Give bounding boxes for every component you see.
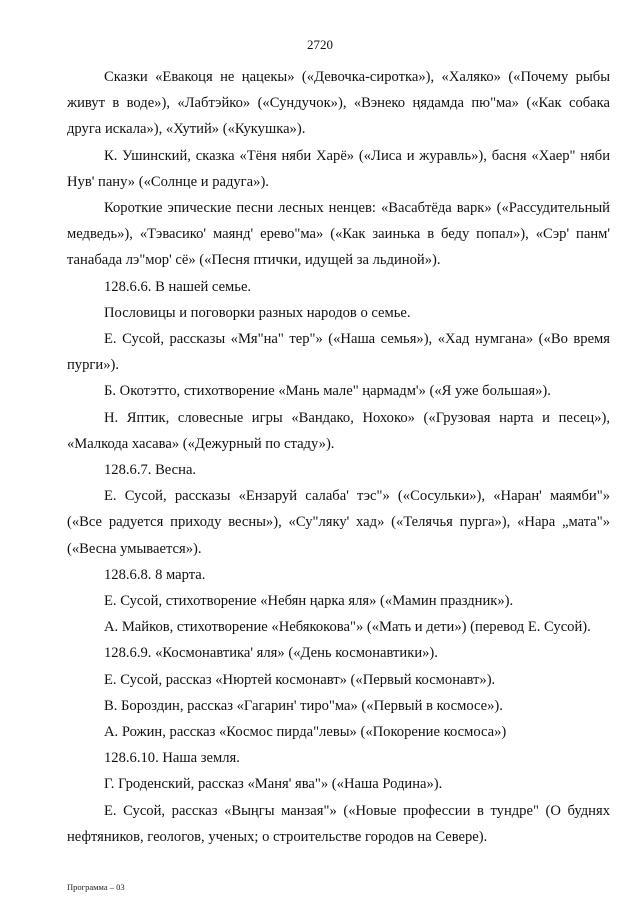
paragraph-proverbs: Пословицы и поговорки разных народов о семье. bbox=[104, 304, 411, 321]
paragraph-susoy-professions: Е. Сусой, рассказ «Выңгы манзая"» («Новые профессии в тундре" (О буднях нефтяников, геологов, ученых; о строительстве городов на Севере). bbox=[67, 802, 610, 845]
paragraph-susoy-mother: Е. Сусой, стихотворение «Небян ңарка яля» («Мамин праздник»). bbox=[104, 593, 514, 610]
section-heading-family: 128.6.6. В нашей семье. bbox=[104, 278, 252, 295]
paragraph-yaptik: Н. Яптик, словесные игры «Вандако, Нохоко» («Грузовая нарта и песец»), «Малкода хасава» («Дежурный по стаду»). bbox=[67, 409, 610, 452]
document-body bbox=[67, 64, 610, 850]
footer-program-label: Программа – 03 bbox=[67, 882, 125, 892]
section-heading-march8: 128.6.8. 8 марта. bbox=[104, 566, 206, 583]
paragraph-susoy-family: Е. Сусой, рассказы «Мя"на" тер"» («Наша семья»), «Хад нумгана» («Во время пурги»). bbox=[67, 331, 610, 374]
paragraph-susoy-spring: Е. Сусой, рассказы «Ензаруй салаба' тэс"» («Сосульки»), «Наран' маямби"» («Все радуется приходу весны»), «Су"ляку' хад» («Телячья пурга»), «Нара „мата"» («Весна умывается»). bbox=[67, 488, 610, 557]
paragraph-okotetto: Б. Окотэтто, стихотворение «Мань мале" ңармадм'» («Я уже большая»). bbox=[104, 383, 551, 400]
paragraph-rozhin: А. Рожин, рассказ «Космос пирда"левы» («Покорение космоса») bbox=[104, 724, 507, 741]
page-number: 2720 bbox=[307, 37, 333, 52]
section-heading-spring: 128.6.7. Весна. bbox=[104, 462, 197, 479]
section-heading-land: 128.6.10. Наша земля. bbox=[104, 750, 240, 767]
paragraph-susoy-cosmonaut: Е. Сусой, рассказ «Нюртей космонавт» («Первый космонавт»). bbox=[104, 671, 496, 688]
paragraph-tales: Сказки «Евакоця не ңацекы» («Девочка-сиротка»), «Халяко» («Почему рыбы живут в воде»), «Лабтэйко» («Сундучок»), «Вэнеко ңядамда пю"ма» («Как собака друга искала»), «Хутий» («Кукушка»). bbox=[67, 69, 610, 138]
paragraph-grodensky: Г. Гроденский, рассказ «Маня' ява"» («Наша Родина»). bbox=[104, 776, 443, 793]
section-heading-cosmonautics: 128.6.9. «Космонавтика' яля» («День космонавтики»). bbox=[104, 645, 438, 662]
paragraph-maikov: А. Майков, стихотворение «Небякокова"» («Мать и дети») (перевод Е. Сусой). bbox=[104, 619, 591, 636]
paragraph-borozdin: В. Бороздин, рассказ «Гагарин' тиро"ма» («Первый в космосе»). bbox=[104, 697, 503, 714]
paragraph-ushinsky: К. Ушинский, сказка «Тёня няби Харё» («Лиса и журавль»), басня «Хаер" няби Нув' пану» («Солнце и радуга»). bbox=[67, 147, 610, 190]
paragraph-epic-songs: Короткие эпические песни лесных ненцев: «Васабтёда варк» («Рассудительный медведь»), «Тэвасико' маянд' ерево"ма» («Как заинька в беду попал»), «Сэр' панм' танабада лэ"мор' сё» («Песня птички, идущей за льдиной»). bbox=[67, 200, 610, 269]
